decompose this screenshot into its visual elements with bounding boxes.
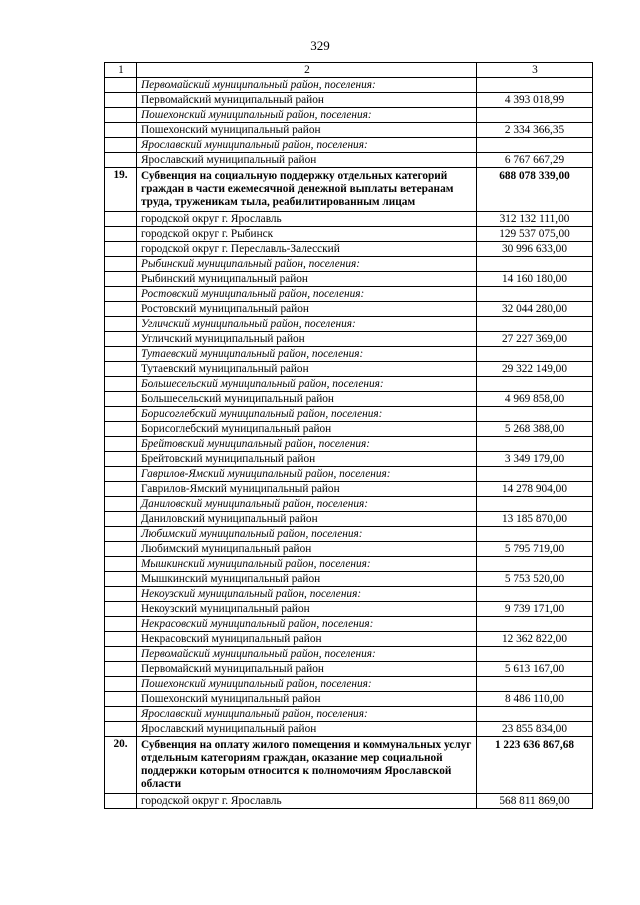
header-col-1: 1 (105, 63, 137, 78)
row-amount (477, 108, 593, 123)
row-amount: 3 349 179,00 (477, 452, 593, 467)
row-amount: 14 160 180,00 (477, 272, 593, 287)
row-name: Ярославский муниципальный район (137, 153, 477, 168)
row-amount (477, 138, 593, 153)
row-amount: 5 795 719,00 (477, 542, 593, 557)
row-amount (477, 377, 593, 392)
row-amount: 129 537 075,00 (477, 227, 593, 242)
table-row (105, 302, 593, 317)
table-row (105, 512, 593, 527)
row-name: Ростовский муниципальный район, поселения: (137, 287, 477, 302)
row-name: городской округ г. Ярославль (137, 794, 477, 809)
row-amount: 4 969 858,00 (477, 392, 593, 407)
row-amount: 5 613 167,00 (477, 662, 593, 677)
row-number (105, 272, 137, 287)
row-amount: 312 132 111,00 (477, 212, 593, 227)
row-amount: 12 362 822,00 (477, 632, 593, 647)
row-name: Большесельский муниципальный район, поселения: (137, 377, 477, 392)
row-amount: 1 223 636 867,68 (477, 737, 593, 794)
row-name: Брейтовский муниципальный район, поселения: (137, 437, 477, 452)
row-name: Некрасовский муниципальный район (137, 632, 477, 647)
row-name: Любимский муниципальный район, поселения: (137, 527, 477, 542)
row-number (105, 497, 137, 512)
row-name: Первомайский муниципальный район (137, 93, 477, 108)
row-amount: 27 227 369,00 (477, 332, 593, 347)
row-number (105, 794, 137, 809)
row-name: городской округ г. Рыбинск (137, 227, 477, 242)
row-name: Первомайский муниципальный район (137, 662, 477, 677)
row-number (105, 407, 137, 422)
row-name: Пошехонский муниципальный район (137, 123, 477, 138)
table-row (105, 123, 593, 138)
row-number (105, 287, 137, 302)
row-amount (477, 347, 593, 362)
row-number (105, 572, 137, 587)
table-header-row (105, 63, 593, 78)
row-name: Пошехонский муниципальный район, поселения: (137, 108, 477, 123)
row-name: Даниловский муниципальный район, поселения: (137, 497, 477, 512)
row-name: городской округ г. Ярославль (137, 212, 477, 227)
row-number (105, 557, 137, 572)
row-name: Пошехонский муниципальный район, поселения: (137, 677, 477, 692)
row-amount (477, 527, 593, 542)
row-name: Ростовский муниципальный район (137, 302, 477, 317)
table-row (105, 422, 593, 437)
row-number (105, 632, 137, 647)
row-number (105, 257, 137, 272)
row-number (105, 452, 137, 467)
row-number (105, 377, 137, 392)
row-number (105, 347, 137, 362)
row-amount: 30 996 633,00 (477, 242, 593, 257)
row-number: 20. (105, 737, 137, 794)
row-name: Брейтовский муниципальный район (137, 452, 477, 467)
table-row (105, 722, 593, 737)
row-name: Угличский муниципальный район (137, 332, 477, 347)
row-number (105, 542, 137, 557)
row-number (105, 332, 137, 347)
header-col-3: 3 (477, 63, 593, 78)
row-number (105, 242, 137, 257)
row-number (105, 602, 137, 617)
table-row (105, 227, 593, 242)
row-number (105, 467, 137, 482)
header-col-2: 2 (137, 63, 477, 78)
table-row (105, 392, 593, 407)
row-amount (477, 407, 593, 422)
subheading-row (105, 587, 593, 602)
row-number (105, 227, 137, 242)
row-amount (477, 257, 593, 272)
row-name: Угличский муниципальный район, поселения: (137, 317, 477, 332)
row-amount: 13 185 870,00 (477, 512, 593, 527)
row-amount: 14 278 904,00 (477, 482, 593, 497)
subheading-row (105, 467, 593, 482)
row-number (105, 108, 137, 123)
subheading-row (105, 497, 593, 512)
row-name: Ярославский муниципальный район (137, 722, 477, 737)
row-number (105, 527, 137, 542)
subheading-row (105, 527, 593, 542)
row-amount (477, 497, 593, 512)
row-name: Любимский муниципальный район (137, 542, 477, 557)
row-number (105, 78, 137, 93)
subheading-row (105, 407, 593, 422)
row-number (105, 512, 137, 527)
row-name: Даниловский муниципальный район (137, 512, 477, 527)
row-name: Субвенция на оплату жилого помещения и коммунальных услуг отдельным категориям граждан, оказание мер социальной поддержки которым относится к полномочиям Ярославской области (137, 737, 477, 794)
row-amount: 23 855 834,00 (477, 722, 593, 737)
row-amount: 2 334 366,35 (477, 123, 593, 138)
subheading-row (105, 108, 593, 123)
row-name: Мышкинский муниципальный район, поселения: (137, 557, 477, 572)
row-number (105, 93, 137, 108)
table-row (105, 692, 593, 707)
row-amount (477, 677, 593, 692)
row-amount: 688 078 339,00 (477, 168, 593, 212)
row-number (105, 617, 137, 632)
row-amount: 5 753 520,00 (477, 572, 593, 587)
table-row (105, 602, 593, 617)
row-number (105, 392, 137, 407)
table-row (105, 242, 593, 257)
row-number (105, 482, 137, 497)
row-name: Некрасовский муниципальный район, поселения: (137, 617, 477, 632)
table-row (105, 542, 593, 557)
table-row (105, 794, 593, 809)
row-number (105, 317, 137, 332)
table-row (105, 452, 593, 467)
subheading-row (105, 377, 593, 392)
row-name: Субвенция на социальную поддержку отдельных категорий граждан в части ежемесячной денежной выплаты ветеранам труда, труженикам тыла, реабилитированным лицам (137, 168, 477, 212)
row-number: 19. (105, 168, 137, 212)
row-amount: 32 044 280,00 (477, 302, 593, 317)
row-amount (477, 587, 593, 602)
page-number: 329 (310, 38, 330, 53)
row-name: Некоузский муниципальный район (137, 602, 477, 617)
table-row (105, 272, 593, 287)
row-amount (477, 647, 593, 662)
subheading-row (105, 647, 593, 662)
row-number (105, 212, 137, 227)
row-name: Первомайский муниципальный район, поселения: (137, 647, 477, 662)
row-name: Гаврилов-Ямский муниципальный район, поселения: (137, 467, 477, 482)
subheading-row (105, 138, 593, 153)
table-row (105, 362, 593, 377)
row-amount (477, 437, 593, 452)
row-name: Мышкинский муниципальный район (137, 572, 477, 587)
row-name: Тутаевский муниципальный район, поселения: (137, 347, 477, 362)
row-name: Ярославский муниципальный район, поселения: (137, 138, 477, 153)
row-amount (477, 467, 593, 482)
row-amount: 6 767 667,29 (477, 153, 593, 168)
row-amount (477, 557, 593, 572)
row-number (105, 722, 137, 737)
row-name: Ярославский муниципальный район, поселения: (137, 707, 477, 722)
row-amount (477, 78, 593, 93)
table-row (105, 153, 593, 168)
row-number (105, 707, 137, 722)
row-name: Большесельский муниципальный район (137, 392, 477, 407)
row-amount (477, 317, 593, 332)
row-name: Пошехонский муниципальный район (137, 692, 477, 707)
row-name: Первомайский муниципальный район, поселения: (137, 78, 477, 93)
table-row (105, 572, 593, 587)
row-name: Рыбинский муниципальный район, поселения: (137, 257, 477, 272)
subheading-row (105, 557, 593, 572)
row-name: Борисоглебский муниципальный район (137, 422, 477, 437)
row-name: Рыбинский муниципальный район (137, 272, 477, 287)
subheading-row (105, 257, 593, 272)
row-name: Тутаевский муниципальный район (137, 362, 477, 377)
row-number (105, 437, 137, 452)
table-row (105, 632, 593, 647)
table-row (105, 93, 593, 108)
row-number (105, 692, 137, 707)
table-row (105, 332, 593, 347)
row-amount: 8 486 110,00 (477, 692, 593, 707)
row-name: Борисоглебский муниципальный район, поселения: (137, 407, 477, 422)
row-number (105, 647, 137, 662)
subheading-row (105, 707, 593, 722)
row-amount: 29 322 149,00 (477, 362, 593, 377)
row-amount: 5 268 388,00 (477, 422, 593, 437)
row-number (105, 677, 137, 692)
row-amount (477, 617, 593, 632)
row-number (105, 302, 137, 317)
table-row (105, 662, 593, 677)
table-row (105, 482, 593, 497)
row-amount: 4 393 018,99 (477, 93, 593, 108)
row-name: городской округ г. Переславль-Залесский (137, 242, 477, 257)
row-number (105, 587, 137, 602)
row-number (105, 123, 137, 138)
row-number (105, 422, 137, 437)
row-amount (477, 707, 593, 722)
table-row (105, 212, 593, 227)
row-amount (477, 287, 593, 302)
subheading-row (105, 78, 593, 93)
section-row (105, 168, 593, 212)
subheading-row (105, 437, 593, 452)
row-number (105, 153, 137, 168)
row-amount: 9 739 171,00 (477, 602, 593, 617)
row-name: Гаврилов-Ямский муниципальный район (137, 482, 477, 497)
subheading-row (105, 287, 593, 302)
row-name: Некоузский муниципальный район, поселения: (137, 587, 477, 602)
subheading-row (105, 617, 593, 632)
subheading-row (105, 317, 593, 332)
row-number (105, 362, 137, 377)
row-number (105, 662, 137, 677)
subvention-table (104, 62, 593, 809)
section-row (105, 737, 593, 794)
row-number (105, 138, 137, 153)
subheading-row (105, 347, 593, 362)
subheading-row (105, 677, 593, 692)
row-amount: 568 811 869,00 (477, 794, 593, 809)
